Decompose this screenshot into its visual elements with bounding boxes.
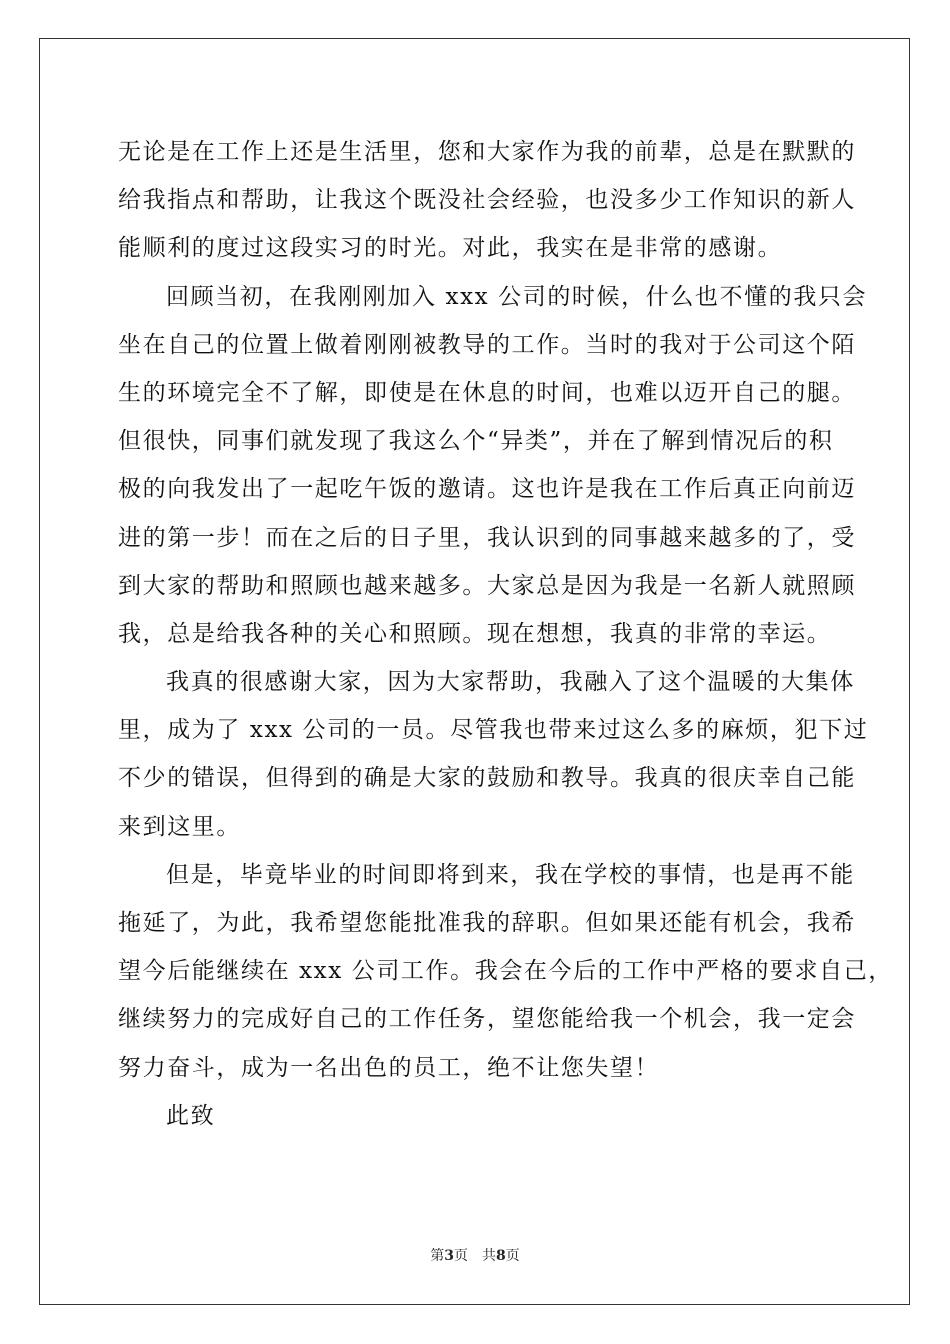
text-line: 坐在自己的位置上做着刚刚被教导的工作。当时的我对于公司这个陌 xyxy=(118,331,856,358)
page-prefix: 第 xyxy=(430,1248,445,1264)
text-line: 望今后能继续在 xxx 公司工作。我会在今后的工作中严格的要求自己， xyxy=(118,958,893,985)
text-line: 此致 xyxy=(166,1102,216,1129)
text-line: 但很快，同事们就发现了我这么个“异类”，并在了解到情况后的积 xyxy=(118,428,834,455)
current-page-number: 3 xyxy=(444,1248,454,1264)
page-footer xyxy=(0,1247,950,1265)
page-suffix: 页 xyxy=(454,1248,468,1264)
total-page-count: 8 xyxy=(496,1248,506,1264)
letter-body xyxy=(118,128,893,1140)
text-line: 拖延了，为此，我希望您能批准我的辞职。但如果还能有机会，我希 xyxy=(118,910,856,936)
text-line: 进的第一步！而在之后的日子里，我认识到的同事越来越多的了，受 xyxy=(118,524,856,551)
text-line: 无论是在工作上还是生活里，您和大家作为我的前辈，总是在默默的 xyxy=(118,139,856,165)
text-line: 我，总是给我各种的关心和照顾。现在想想，我真的非常的幸运。 xyxy=(118,620,832,647)
text-line: 到大家的帮助和照顾也越来越多。大家总是因为我是一名新人就照顾 xyxy=(118,572,856,599)
text-line: 能顺利的度过这段实习的时光。对此，我实在是非常的感谢。 xyxy=(118,235,783,262)
text-line: 给我指点和帮助，让我这个既没社会经验，也没多少工作知识的新人 xyxy=(118,187,856,214)
text-line: 我真的很感谢大家，因为大家帮助，我融入了这个温暖的大集体 xyxy=(166,669,855,696)
text-line: 但是，毕竟毕业的时间即将到来，我在学校的事情，也是再不能 xyxy=(166,861,855,888)
text-line: 极的向我发出了一起吃午饭的邀请。这也许是我在工作后真正向前迈 xyxy=(118,476,856,503)
total-suffix: 页 xyxy=(505,1248,520,1264)
text-line: 回顾当初，在我刚刚加入 xxx 公司的时候，什么也不懂的我只会 xyxy=(166,283,868,310)
text-line: 继续努力的完成好自己的工作任务，望您能给我一个机会，我一定会 xyxy=(118,1006,856,1033)
text-line: 来到这里。 xyxy=(118,813,241,840)
total-prefix: 共 xyxy=(482,1248,496,1264)
text-line: 里，成为了 xxx 公司的一员。尽管我也带来过这么多的麻烦，犯下过 xyxy=(118,717,869,744)
text-line: 生的环境完全不了解，即使是在休息的时间，也难以迈开自己的腿。 xyxy=(118,379,856,406)
text-line: 不少的错误，但得到的确是大家的鼓励和教导。我真的很庆幸自己能 xyxy=(118,765,856,792)
text-line: 努力奋斗，成为一名出色的员工，绝不让您失望！ xyxy=(118,1054,660,1081)
